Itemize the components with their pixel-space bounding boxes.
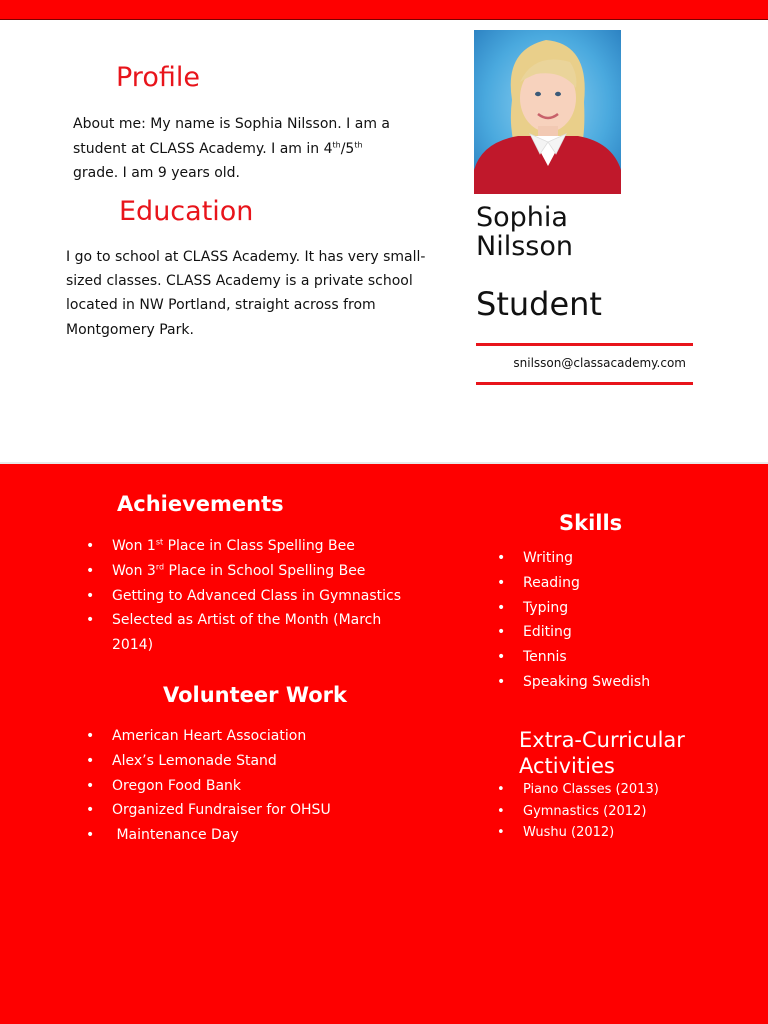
profile-about-line bbox=[73, 137, 390, 162]
achievement-text: Place in School Spelling Bee bbox=[164, 562, 366, 579]
top-banner-bar bbox=[0, 0, 768, 20]
extracurricular-heading-line: Activities bbox=[519, 754, 615, 778]
profile-about-line: About me: My name is Sophia Nilsson. I am a bbox=[73, 116, 390, 132]
grade-superscript: th bbox=[354, 139, 363, 149]
profile-about-line: grade. I am 9 years old. bbox=[73, 165, 240, 181]
achievement-text: Won 3 bbox=[112, 562, 156, 579]
extracurricular-item: • Wushu (2012) bbox=[497, 822, 717, 844]
volunteer-list bbox=[86, 724, 416, 848]
achievement-text: Place in Class Spelling Bee bbox=[163, 538, 355, 554]
achievements-heading: Achievements bbox=[117, 492, 284, 516]
achievements-list bbox=[86, 534, 416, 658]
education-text-line: I go to school at CLASS Academy. It has very small- bbox=[66, 249, 426, 265]
achievement-item bbox=[86, 584, 416, 609]
profile-heading: Profile bbox=[116, 62, 200, 93]
extracurricular-heading-line: Extra-Curricular bbox=[519, 728, 685, 752]
profile-about-fragment: student at CLASS Academy. I am in 4 bbox=[73, 140, 333, 157]
skill-item: • Writing bbox=[497, 546, 717, 571]
volunteer-item: • American Heart Association bbox=[86, 724, 416, 749]
achievement-item bbox=[86, 559, 416, 584]
student-name bbox=[476, 203, 573, 261]
skill-item: • Tennis bbox=[497, 645, 717, 670]
education-text bbox=[66, 245, 425, 342]
profile-about-text bbox=[73, 112, 390, 186]
student-last-name: Nilsson bbox=[476, 231, 573, 262]
education-text-line: sized classes. CLASS Academy is a private school bbox=[66, 273, 413, 290]
email-address[interactable]: snilsson@classacademy.com bbox=[513, 356, 686, 370]
education-text-line: Montgomery Park. bbox=[66, 321, 194, 338]
skill-item: • Speaking Swedish bbox=[497, 670, 717, 695]
volunteer-item: • Organized Fundraiser for OHSU bbox=[86, 798, 416, 823]
achievement-text: Selected as Artist of the Month (March 2014) bbox=[112, 612, 382, 654]
grade-superscript: th bbox=[332, 139, 341, 149]
skills-heading: Skills bbox=[559, 511, 623, 535]
skill-item: • Editing bbox=[497, 620, 717, 645]
extracurricular-list bbox=[497, 779, 717, 844]
achievement-text: Won 1 bbox=[112, 538, 156, 554]
extracurricular-item: • Piano Classes (2013) bbox=[497, 779, 717, 801]
volunteer-item: • Oregon Food Bank bbox=[86, 774, 416, 799]
student-photo bbox=[474, 30, 621, 194]
achievement-ordinal-superscript: rd bbox=[155, 562, 165, 572]
extracurricular-heading bbox=[519, 727, 685, 779]
education-text-line: located in NW Portland, straight across from bbox=[66, 297, 376, 314]
skills-list bbox=[497, 546, 717, 695]
volunteer-item: • Maintenance Day bbox=[86, 823, 416, 848]
student-first-name: Sophia bbox=[476, 202, 568, 233]
achievement-text: Getting to Advanced Class in Gymnastics bbox=[112, 587, 402, 604]
extracurricular-item: • Gymnastics (2012) bbox=[497, 801, 717, 823]
achievement-item bbox=[86, 534, 416, 559]
skill-item: • Typing bbox=[497, 596, 717, 621]
volunteer-heading: Volunteer Work bbox=[163, 683, 347, 707]
volunteer-item: • Alex’s Lemonade Stand bbox=[86, 749, 416, 774]
achievement-ordinal-superscript: st bbox=[155, 537, 164, 547]
skill-item: • Reading bbox=[497, 571, 717, 596]
divider-top bbox=[476, 343, 693, 346]
achievement-item bbox=[86, 608, 416, 658]
divider-bottom bbox=[476, 382, 693, 385]
profile-about-fragment: /5 bbox=[340, 140, 355, 157]
education-heading: Education bbox=[119, 196, 254, 227]
student-role: Student bbox=[476, 285, 602, 323]
